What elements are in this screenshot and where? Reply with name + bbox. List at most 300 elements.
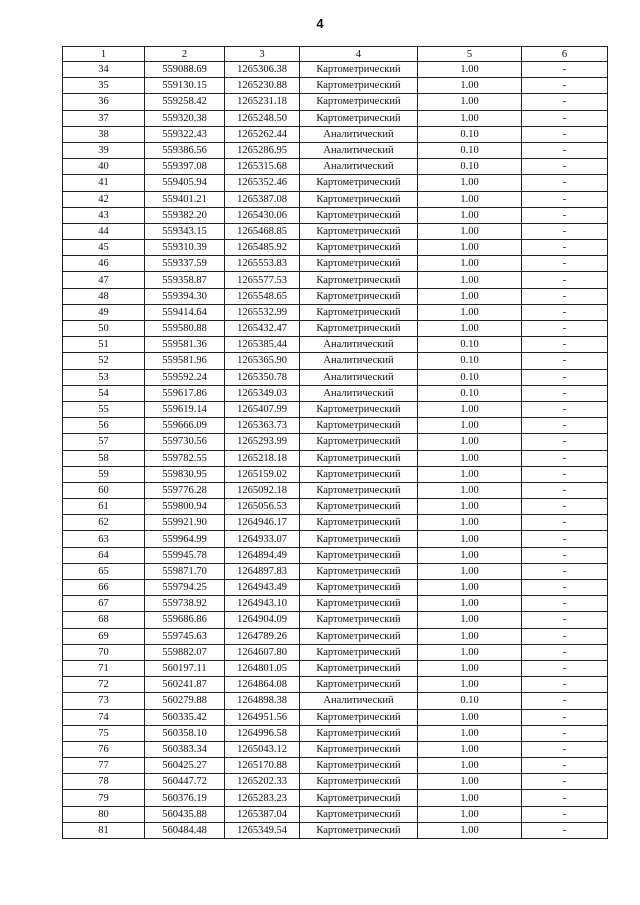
point-number-cell: 41	[63, 175, 145, 191]
table-row	[63, 78, 608, 94]
x-coordinate-cell: 559882.07	[145, 644, 225, 660]
method-cell: Аналитический	[300, 693, 418, 709]
y-coordinate-cell: 1265387.04	[225, 806, 300, 822]
point-number-cell: 35	[63, 78, 145, 94]
y-coordinate-cell: 1265363.73	[225, 418, 300, 434]
x-coordinate-cell: 559945.78	[145, 547, 225, 563]
y-coordinate-cell: 1264904.09	[225, 612, 300, 628]
column-header: 3	[225, 47, 300, 62]
table-row	[63, 385, 608, 401]
point-number-cell: 65	[63, 563, 145, 579]
y-coordinate-cell: 1265407.99	[225, 401, 300, 417]
note-cell: -	[522, 677, 608, 693]
table-row	[63, 628, 608, 644]
method-cell: Картометрический	[300, 256, 418, 272]
accuracy-cell: 0.10	[418, 159, 522, 175]
point-number-cell: 49	[63, 304, 145, 320]
x-coordinate-cell: 559738.92	[145, 596, 225, 612]
note-cell: -	[522, 223, 608, 239]
point-number-cell: 39	[63, 142, 145, 158]
method-cell: Картометрический	[300, 78, 418, 94]
note-cell: -	[522, 580, 608, 596]
x-coordinate-cell: 559382.20	[145, 207, 225, 223]
table-row	[63, 434, 608, 450]
method-cell: Картометрический	[300, 499, 418, 515]
accuracy-cell: 1.00	[418, 628, 522, 644]
point-number-cell: 58	[63, 450, 145, 466]
note-cell: -	[522, 418, 608, 434]
table-row	[63, 677, 608, 693]
method-cell: Картометрический	[300, 822, 418, 838]
x-coordinate-cell: 559088.69	[145, 62, 225, 78]
point-number-cell: 47	[63, 272, 145, 288]
method-cell: Картометрический	[300, 207, 418, 223]
x-coordinate-cell: 559830.95	[145, 466, 225, 482]
method-cell: Картометрический	[300, 628, 418, 644]
x-coordinate-cell: 559666.09	[145, 418, 225, 434]
point-number-cell: 78	[63, 774, 145, 790]
point-number-cell: 75	[63, 725, 145, 741]
column-header: 5	[418, 47, 522, 62]
table-row	[63, 272, 608, 288]
table-row	[63, 693, 608, 709]
note-cell: -	[522, 482, 608, 498]
y-coordinate-cell: 1265387.08	[225, 191, 300, 207]
y-coordinate-cell: 1264897.83	[225, 563, 300, 579]
y-coordinate-cell: 1265385.44	[225, 337, 300, 353]
y-coordinate-cell: 1265262.44	[225, 126, 300, 142]
table-row	[63, 159, 608, 175]
y-coordinate-cell: 1265468.85	[225, 223, 300, 239]
note-cell: -	[522, 126, 608, 142]
accuracy-cell: 1.00	[418, 401, 522, 417]
x-coordinate-cell: 559394.30	[145, 288, 225, 304]
point-number-cell: 48	[63, 288, 145, 304]
point-number-cell: 77	[63, 758, 145, 774]
note-cell: -	[522, 256, 608, 272]
point-number-cell: 64	[63, 547, 145, 563]
note-cell: -	[522, 304, 608, 320]
note-cell: -	[522, 596, 608, 612]
note-cell: -	[522, 660, 608, 676]
method-cell: Картометрический	[300, 644, 418, 660]
x-coordinate-cell: 559871.70	[145, 563, 225, 579]
accuracy-cell: 1.00	[418, 191, 522, 207]
table-row	[63, 240, 608, 256]
point-number-cell: 74	[63, 709, 145, 725]
y-coordinate-cell: 1265248.50	[225, 110, 300, 126]
accuracy-cell: 1.00	[418, 207, 522, 223]
note-cell: -	[522, 110, 608, 126]
y-coordinate-cell: 1265056.53	[225, 499, 300, 515]
method-cell: Картометрический	[300, 774, 418, 790]
table-row	[63, 288, 608, 304]
note-cell: -	[522, 693, 608, 709]
x-coordinate-cell: 559581.96	[145, 353, 225, 369]
table-row	[63, 337, 608, 353]
table-row	[63, 709, 608, 725]
point-number-cell: 50	[63, 321, 145, 337]
table-row	[63, 191, 608, 207]
table-row	[63, 126, 608, 142]
note-cell: -	[522, 531, 608, 547]
method-cell: Картометрический	[300, 612, 418, 628]
note-cell: -	[522, 207, 608, 223]
method-cell: Картометрический	[300, 596, 418, 612]
method-cell: Картометрический	[300, 191, 418, 207]
note-cell: -	[522, 790, 608, 806]
y-coordinate-cell: 1264894.49	[225, 547, 300, 563]
point-number-cell: 40	[63, 159, 145, 175]
note-cell: -	[522, 822, 608, 838]
column-header: 2	[145, 47, 225, 62]
note-cell: -	[522, 499, 608, 515]
column-header: 6	[522, 47, 608, 62]
point-number-cell: 52	[63, 353, 145, 369]
note-cell: -	[522, 288, 608, 304]
x-coordinate-cell: 560358.10	[145, 725, 225, 741]
y-coordinate-cell: 1265231.18	[225, 94, 300, 110]
method-cell: Картометрический	[300, 272, 418, 288]
note-cell: -	[522, 709, 608, 725]
table-row	[63, 94, 608, 110]
table-row	[63, 741, 608, 757]
note-cell: -	[522, 612, 608, 628]
accuracy-cell: 1.00	[418, 774, 522, 790]
note-cell: -	[522, 353, 608, 369]
accuracy-cell: 1.00	[418, 321, 522, 337]
y-coordinate-cell: 1265283.23	[225, 790, 300, 806]
accuracy-cell: 1.00	[418, 709, 522, 725]
y-coordinate-cell: 1265548.65	[225, 288, 300, 304]
method-cell: Картометрический	[300, 758, 418, 774]
table-row	[63, 401, 608, 417]
accuracy-cell: 1.00	[418, 256, 522, 272]
x-coordinate-cell: 559619.14	[145, 401, 225, 417]
table-row	[63, 774, 608, 790]
table-row	[63, 499, 608, 515]
note-cell: -	[522, 385, 608, 401]
x-coordinate-cell: 559782.55	[145, 450, 225, 466]
accuracy-cell: 1.00	[418, 790, 522, 806]
accuracy-cell: 1.00	[418, 62, 522, 78]
point-number-cell: 76	[63, 741, 145, 757]
accuracy-cell: 1.00	[418, 758, 522, 774]
y-coordinate-cell: 1265170.88	[225, 758, 300, 774]
header-row	[63, 47, 608, 62]
method-cell: Картометрический	[300, 660, 418, 676]
method-cell: Картометрический	[300, 466, 418, 482]
y-coordinate-cell: 1265202.33	[225, 774, 300, 790]
point-number-cell: 72	[63, 677, 145, 693]
method-cell: Картометрический	[300, 563, 418, 579]
accuracy-cell: 1.00	[418, 240, 522, 256]
accuracy-cell: 0.10	[418, 693, 522, 709]
x-coordinate-cell: 560435.88	[145, 806, 225, 822]
note-cell: -	[522, 401, 608, 417]
accuracy-cell: 1.00	[418, 223, 522, 239]
x-coordinate-cell: 559130.15	[145, 78, 225, 94]
point-number-cell: 69	[63, 628, 145, 644]
x-coordinate-cell: 560484.48	[145, 822, 225, 838]
coordinates-table	[62, 46, 608, 839]
note-cell: -	[522, 175, 608, 191]
accuracy-cell: 1.00	[418, 434, 522, 450]
method-cell: Аналитический	[300, 159, 418, 175]
method-cell: Картометрический	[300, 450, 418, 466]
table-row	[63, 321, 608, 337]
accuracy-cell: 1.00	[418, 644, 522, 660]
table-row	[63, 369, 608, 385]
x-coordinate-cell: 560425.27	[145, 758, 225, 774]
note-cell: -	[522, 725, 608, 741]
note-cell: -	[522, 466, 608, 482]
y-coordinate-cell: 1264607.80	[225, 644, 300, 660]
table-row	[63, 142, 608, 158]
accuracy-cell: 1.00	[418, 741, 522, 757]
x-coordinate-cell: 559401.21	[145, 191, 225, 207]
table-row	[63, 450, 608, 466]
note-cell: -	[522, 142, 608, 158]
note-cell: -	[522, 369, 608, 385]
x-coordinate-cell: 560279.88	[145, 693, 225, 709]
accuracy-cell: 1.00	[418, 450, 522, 466]
point-number-cell: 44	[63, 223, 145, 239]
point-number-cell: 67	[63, 596, 145, 612]
y-coordinate-cell: 1265315.68	[225, 159, 300, 175]
method-cell: Картометрический	[300, 288, 418, 304]
method-cell: Картометрический	[300, 580, 418, 596]
point-number-cell: 45	[63, 240, 145, 256]
accuracy-cell: 1.00	[418, 288, 522, 304]
x-coordinate-cell: 559745.63	[145, 628, 225, 644]
accuracy-cell: 1.00	[418, 272, 522, 288]
x-coordinate-cell: 559580.88	[145, 321, 225, 337]
y-coordinate-cell: 1265350.78	[225, 369, 300, 385]
point-number-cell: 38	[63, 126, 145, 142]
accuracy-cell: 1.00	[418, 531, 522, 547]
accuracy-cell: 0.10	[418, 353, 522, 369]
point-number-cell: 37	[63, 110, 145, 126]
point-number-cell: 46	[63, 256, 145, 272]
method-cell: Картометрический	[300, 62, 418, 78]
accuracy-cell: 0.10	[418, 369, 522, 385]
y-coordinate-cell: 1264943.49	[225, 580, 300, 596]
point-number-cell: 73	[63, 693, 145, 709]
y-coordinate-cell: 1264951.56	[225, 709, 300, 725]
method-cell: Картометрический	[300, 240, 418, 256]
y-coordinate-cell: 1265230.88	[225, 78, 300, 94]
accuracy-cell: 0.10	[418, 385, 522, 401]
accuracy-cell: 1.00	[418, 677, 522, 693]
note-cell: -	[522, 159, 608, 175]
x-coordinate-cell: 559386.56	[145, 142, 225, 158]
table-row	[63, 596, 608, 612]
table-row	[63, 822, 608, 838]
column-header: 4	[300, 47, 418, 62]
method-cell: Картометрический	[300, 175, 418, 191]
y-coordinate-cell: 1265293.99	[225, 434, 300, 450]
table-row	[63, 110, 608, 126]
note-cell: -	[522, 434, 608, 450]
table-header	[63, 47, 608, 62]
y-coordinate-cell: 1264943.10	[225, 596, 300, 612]
x-coordinate-cell: 559964.99	[145, 531, 225, 547]
note-cell: -	[522, 94, 608, 110]
method-cell: Картометрический	[300, 547, 418, 563]
method-cell: Картометрический	[300, 531, 418, 547]
x-coordinate-cell: 559730.56	[145, 434, 225, 450]
x-coordinate-cell: 559921.90	[145, 515, 225, 531]
y-coordinate-cell: 1264946.17	[225, 515, 300, 531]
accuracy-cell: 1.00	[418, 304, 522, 320]
note-cell: -	[522, 337, 608, 353]
x-coordinate-cell: 559617.86	[145, 385, 225, 401]
x-coordinate-cell: 559592.24	[145, 369, 225, 385]
x-coordinate-cell: 559794.25	[145, 580, 225, 596]
table-body	[63, 62, 608, 839]
y-coordinate-cell: 1265485.92	[225, 240, 300, 256]
accuracy-cell: 1.00	[418, 725, 522, 741]
method-cell: Аналитический	[300, 353, 418, 369]
y-coordinate-cell: 1265286.95	[225, 142, 300, 158]
note-cell: -	[522, 78, 608, 94]
table-row	[63, 547, 608, 563]
method-cell: Картометрический	[300, 806, 418, 822]
accuracy-cell: 1.00	[418, 612, 522, 628]
x-coordinate-cell: 559320.38	[145, 110, 225, 126]
y-coordinate-cell: 1265352.46	[225, 175, 300, 191]
table-row	[63, 531, 608, 547]
point-number-cell: 60	[63, 482, 145, 498]
table-row	[63, 256, 608, 272]
accuracy-cell: 0.10	[418, 337, 522, 353]
method-cell: Картометрический	[300, 790, 418, 806]
point-number-cell: 62	[63, 515, 145, 531]
method-cell: Картометрический	[300, 94, 418, 110]
table-row	[63, 353, 608, 369]
accuracy-cell: 1.00	[418, 175, 522, 191]
accuracy-cell: 1.00	[418, 78, 522, 94]
method-cell: Аналитический	[300, 126, 418, 142]
note-cell: -	[522, 272, 608, 288]
table-row	[63, 725, 608, 741]
point-number-cell: 54	[63, 385, 145, 401]
y-coordinate-cell: 1265349.54	[225, 822, 300, 838]
point-number-cell: 36	[63, 94, 145, 110]
point-number-cell: 42	[63, 191, 145, 207]
method-cell: Картометрический	[300, 677, 418, 693]
point-number-cell: 63	[63, 531, 145, 547]
x-coordinate-cell: 559581.36	[145, 337, 225, 353]
method-cell: Картометрический	[300, 709, 418, 725]
note-cell: -	[522, 644, 608, 660]
x-coordinate-cell: 559686.86	[145, 612, 225, 628]
table-row	[63, 563, 608, 579]
method-cell: Аналитический	[300, 337, 418, 353]
accuracy-cell: 1.00	[418, 660, 522, 676]
point-number-cell: 66	[63, 580, 145, 596]
note-cell: -	[522, 563, 608, 579]
note-cell: -	[522, 191, 608, 207]
accuracy-cell: 0.10	[418, 126, 522, 142]
y-coordinate-cell: 1264801.05	[225, 660, 300, 676]
accuracy-cell: 1.00	[418, 466, 522, 482]
point-number-cell: 68	[63, 612, 145, 628]
x-coordinate-cell: 560335.42	[145, 709, 225, 725]
x-coordinate-cell: 559405.94	[145, 175, 225, 191]
method-cell: Картометрический	[300, 725, 418, 741]
accuracy-cell: 1.00	[418, 94, 522, 110]
method-cell: Аналитический	[300, 142, 418, 158]
method-cell: Картометрический	[300, 515, 418, 531]
x-coordinate-cell: 559343.15	[145, 223, 225, 239]
method-cell: Картометрический	[300, 304, 418, 320]
x-coordinate-cell: 560383.34	[145, 741, 225, 757]
table-row	[63, 62, 608, 78]
note-cell: -	[522, 806, 608, 822]
x-coordinate-cell: 560376.19	[145, 790, 225, 806]
table-row	[63, 418, 608, 434]
y-coordinate-cell: 1264898.38	[225, 693, 300, 709]
point-number-cell: 51	[63, 337, 145, 353]
y-coordinate-cell: 1265092.18	[225, 482, 300, 498]
x-coordinate-cell: 560241.87	[145, 677, 225, 693]
method-cell: Картометрический	[300, 434, 418, 450]
note-cell: -	[522, 628, 608, 644]
y-coordinate-cell: 1265553.83	[225, 256, 300, 272]
note-cell: -	[522, 515, 608, 531]
note-cell: -	[522, 321, 608, 337]
accuracy-cell: 1.00	[418, 596, 522, 612]
accuracy-cell: 1.00	[418, 806, 522, 822]
x-coordinate-cell: 559800.94	[145, 499, 225, 515]
point-number-cell: 57	[63, 434, 145, 450]
table-row	[63, 790, 608, 806]
method-cell: Картометрический	[300, 418, 418, 434]
table-row	[63, 175, 608, 191]
y-coordinate-cell: 1264996.58	[225, 725, 300, 741]
table-row	[63, 482, 608, 498]
y-coordinate-cell: 1265365.90	[225, 353, 300, 369]
accuracy-cell: 1.00	[418, 110, 522, 126]
y-coordinate-cell: 1264789.26	[225, 628, 300, 644]
note-cell: -	[522, 741, 608, 757]
table-row	[63, 304, 608, 320]
y-coordinate-cell: 1265577.53	[225, 272, 300, 288]
y-coordinate-cell: 1265349.03	[225, 385, 300, 401]
table-row	[63, 806, 608, 822]
table-row	[63, 660, 608, 676]
method-cell: Картометрический	[300, 110, 418, 126]
accuracy-cell: 1.00	[418, 482, 522, 498]
table-row	[63, 466, 608, 482]
y-coordinate-cell: 1265306.38	[225, 62, 300, 78]
x-coordinate-cell: 559258.42	[145, 94, 225, 110]
accuracy-cell: 1.00	[418, 563, 522, 579]
method-cell: Аналитический	[300, 385, 418, 401]
point-number-cell: 53	[63, 369, 145, 385]
table-row	[63, 758, 608, 774]
x-coordinate-cell: 560197.11	[145, 660, 225, 676]
x-coordinate-cell: 559358.87	[145, 272, 225, 288]
point-number-cell: 61	[63, 499, 145, 515]
note-cell: -	[522, 547, 608, 563]
table-row	[63, 580, 608, 596]
table-row	[63, 644, 608, 660]
point-number-cell: 55	[63, 401, 145, 417]
point-number-cell: 43	[63, 207, 145, 223]
